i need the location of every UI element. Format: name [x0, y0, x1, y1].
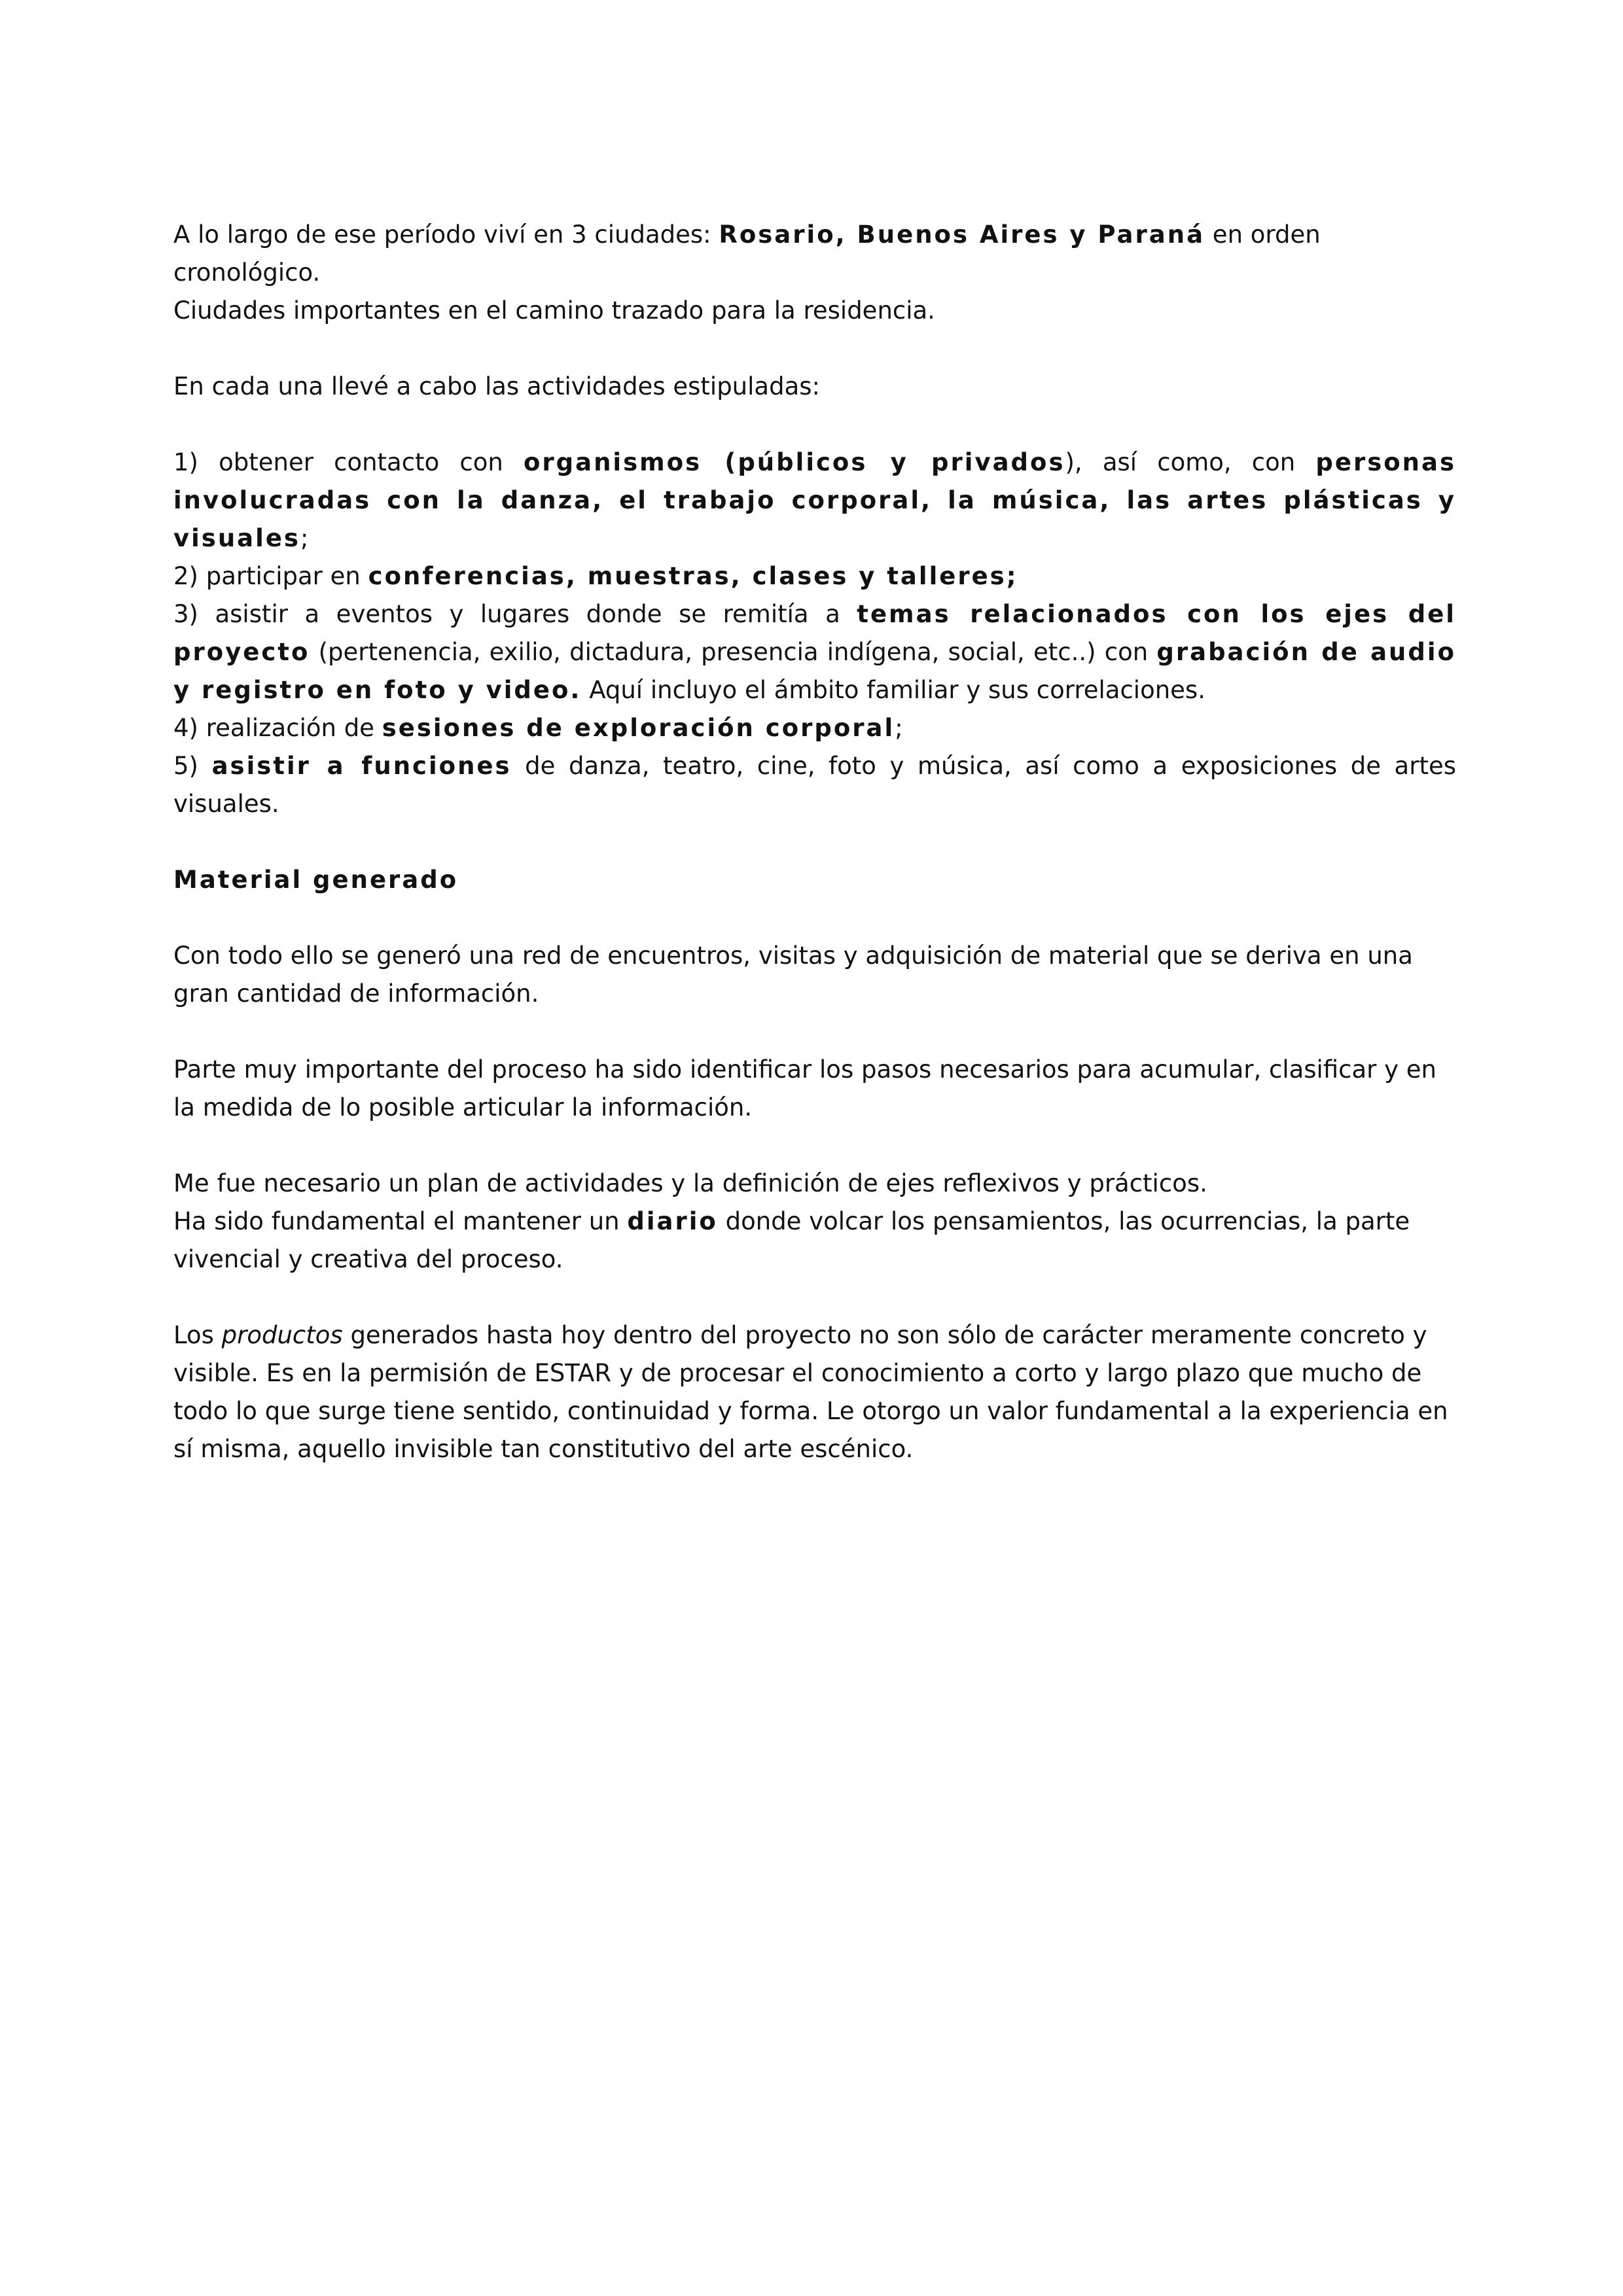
text-run: donde volcar los pensamientos, las ocurrencias, la parte vivencial y creativa del proceso.: [173, 1207, 1410, 1273]
paragraph-activities-intro: En cada una llevé a cabo las actividades estipuladas:: [173, 372, 820, 400]
text-run: 2) participar en: [173, 562, 368, 590]
text-run: 5): [173, 752, 212, 780]
text-run: Me fue necesario un plan de actividades y la definición de ejes reflexivos y prácticos.: [173, 1169, 1207, 1197]
list-item: [173, 444, 1456, 557]
text-run: ;: [895, 714, 903, 742]
section-heading: Material generado: [173, 866, 459, 894]
text-run: 1) obtener contacto con: [173, 448, 524, 476]
text-run: generados hasta hoy dentro del proyecto no son sólo de carácter meramente concreto y visible. Es en la permisión de ESTAR y de procesar el conocimiento a corto y largo plazo que mucho de todo lo que surge tiene sentido, continuidad y forma. Le otorgo un valor fundamental a la experiencia en sí misma, aquello invisible tan constitutivo del arte escénico.: [173, 1321, 1448, 1463]
bold-run: conferencias, muestras, clases y talleres;: [368, 562, 1018, 590]
text-run: ), así como, con: [1065, 448, 1316, 476]
text-run: de danza, teatro, cine, foto y música, así como a exposiciones de artes visuales.: [173, 752, 1456, 818]
paragraph-process: Parte muy importante del proceso ha sido identificar los pasos necesarios para acumular, clasificar y en la medida de lo posible articular la información.: [173, 1055, 1436, 1122]
text-run: Aquí incluyo el ámbito familiar y sus correlaciones.: [581, 676, 1205, 704]
bold-diario: diario: [627, 1207, 718, 1235]
bold-run: organismos (públicos y privados: [523, 448, 1065, 476]
text-run: A lo largo de ese período viví en 3 ciudades:: [173, 221, 719, 249]
bold-run: grabación de audio y registro en foto y video.: [173, 638, 1456, 704]
text-run: Los: [173, 1321, 222, 1349]
bold-run: asistir a funciones: [211, 752, 512, 780]
text-run: ;: [300, 524, 309, 552]
activities-list: [173, 444, 1456, 823]
bold-run: sesiones de exploración corporal: [382, 714, 895, 742]
paragraph-network: Con todo ello se generó una red de encuentros, visitas y adquisición de material que se deriva en una gran cantidad de información.: [173, 942, 1413, 1008]
bold-run: temas relacionados con los ejes del proyecto: [173, 600, 1456, 666]
list-item: [173, 557, 1456, 595]
text-run: en orden cronológico.: [173, 221, 1321, 287]
text-run: 4) realización de: [173, 714, 382, 742]
list-item: [173, 709, 1456, 747]
paragraph-products: [173, 1316, 1456, 1468]
bold-cities: Rosario, Buenos Aires y Paraná: [719, 221, 1205, 249]
italic-productos: productos: [221, 1321, 343, 1349]
bold-run: personas involucradas con la danza, el trabajo corporal, la música, las artes plásticas y visuales: [173, 448, 1457, 552]
paragraph-cities: [173, 216, 1456, 330]
text-run: (pertenencia, exilio, dictadura, presencia indígena, social, etc..) con: [310, 638, 1157, 666]
paragraph-plan-diary: [173, 1165, 1456, 1279]
list-item: [173, 595, 1456, 709]
text-run: Ciudades importantes en el camino trazado para la residencia.: [173, 296, 935, 325]
document-page: [173, 216, 1456, 1506]
text-run: Ha sido fundamental el mantener un: [173, 1207, 628, 1235]
list-item: [173, 747, 1456, 823]
text-run: 3) asistir a eventos y lugares donde se remitía a: [173, 600, 857, 628]
